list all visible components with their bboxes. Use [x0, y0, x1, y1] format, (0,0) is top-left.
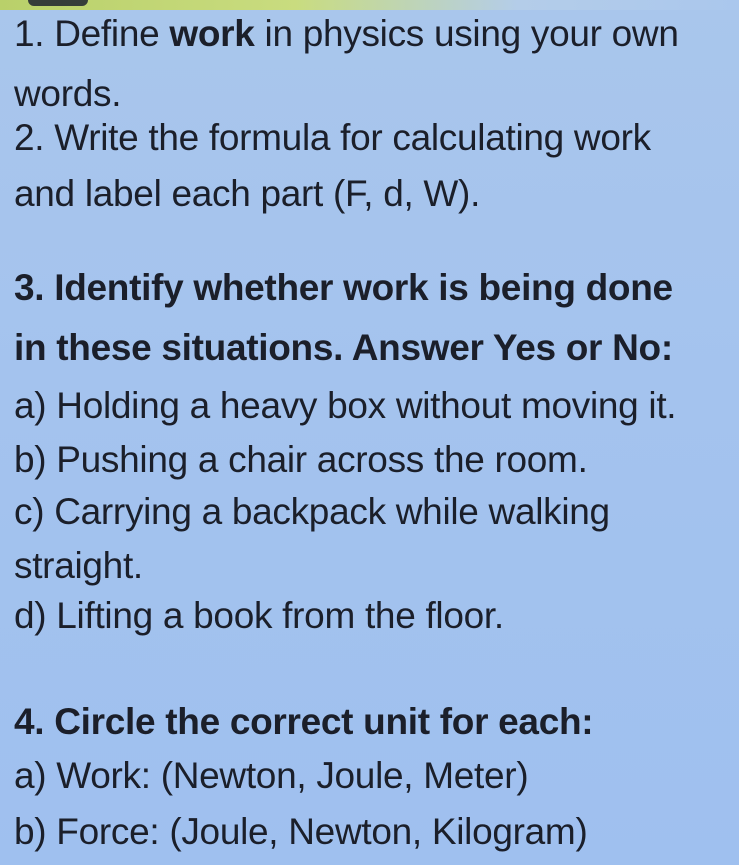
question-3-line-1: 3. Identify whether work is being done — [14, 267, 673, 308]
question-3-item-c-line-1: c) Carrying a backpack while walking — [14, 491, 610, 532]
question-1-line-2: words. — [14, 73, 122, 114]
question-1-text-start: 1. Define — [14, 13, 170, 54]
question-3-item-a: a) Holding a heavy box without moving it. — [14, 385, 677, 426]
question-2-line-2: and label each part (F, d, W). — [14, 173, 481, 214]
question-4-item-b: b) Force: (Joule, Newton, Kilogram) — [14, 811, 588, 852]
question-3-item-d: d) Lifting a book from the floor. — [14, 595, 504, 636]
question-1-text-end: in physics using your own — [254, 13, 679, 54]
question-3-line-2: in these situations. Answer Yes or No: — [14, 327, 673, 368]
question-1-line-1 — [14, 14, 679, 54]
question-4-heading: 4. Circle the correct unit for each: — [14, 701, 594, 742]
question-2-line-1: 2. Write the formula for calculating work — [14, 117, 651, 158]
question-4-item-a: a) Work: (Newton, Joule, Meter) — [14, 755, 529, 796]
question-3-item-b: b) Pushing a chair across the room. — [14, 439, 588, 480]
question-3-item-c-line-2: straight. — [14, 545, 143, 586]
question-1-keyword: work — [169, 13, 255, 54]
